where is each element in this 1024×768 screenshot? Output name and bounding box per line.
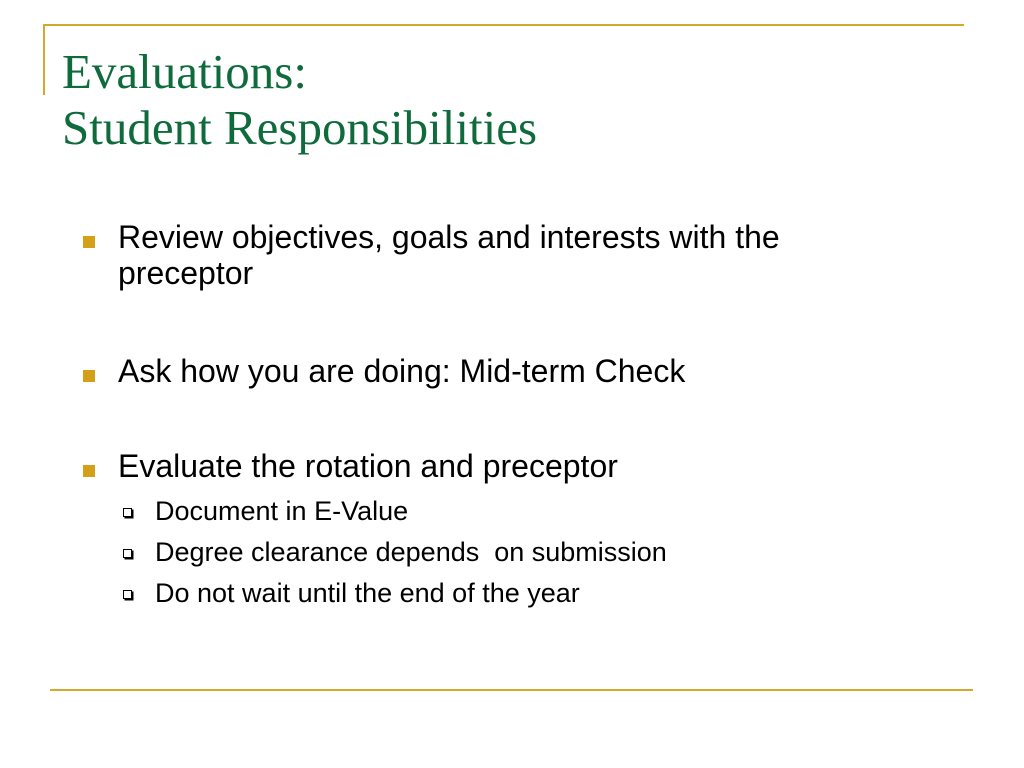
square-bullet-icon xyxy=(83,370,95,382)
frame-top-line xyxy=(43,24,964,26)
title-line-2: Student Responsibilities xyxy=(62,100,538,155)
frame-left-line xyxy=(43,24,45,95)
bullet-text: Review objectives, goals and interests with the preceptor xyxy=(118,219,780,291)
title-line-1: Evaluations: xyxy=(62,44,307,99)
bullet-text: Ask how you are doing: Mid-term Check xyxy=(118,353,686,389)
hollow-square-bullet-icon xyxy=(123,590,132,599)
footer-line xyxy=(50,689,973,691)
square-bullet-icon xyxy=(83,236,95,248)
hollow-square-bullet-icon xyxy=(123,508,132,517)
square-bullet-icon xyxy=(83,465,95,477)
hollow-square-bullet-icon xyxy=(123,549,132,558)
sub-bullet-text: Degree clearance depends on submission xyxy=(155,537,667,567)
sub-bullet-text: Do not wait until the end of the year xyxy=(155,578,580,608)
bullet-text: Evaluate the rotation and preceptor xyxy=(118,448,618,484)
slide-title xyxy=(62,44,962,156)
sub-bullet-text: Document in E-Value xyxy=(155,496,409,526)
